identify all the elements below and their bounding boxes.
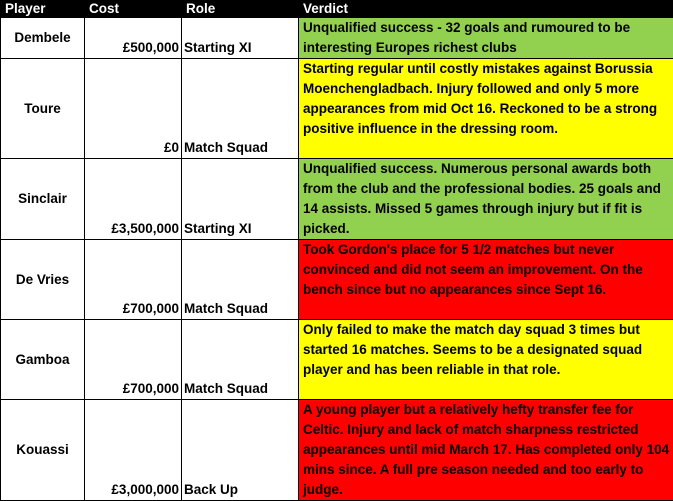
player-cell[interactable]: Kouassi	[1, 400, 85, 501]
player-cell[interactable]: Toure	[1, 59, 85, 159]
table-row	[1, 59, 673, 159]
player-cell[interactable]: Gamboa	[1, 320, 85, 400]
table-row	[1, 240, 673, 320]
player-cell[interactable]: Dembele	[1, 18, 85, 59]
role-cell[interactable]: Starting XI	[182, 159, 299, 240]
verdict-cell[interactable]: Only failed to make the match day squad 3 times but started 16 matches. Seems to be a designated squad player and has been reliable in that role.	[299, 320, 673, 400]
cost-cell[interactable]: £3,500,000	[85, 159, 182, 240]
role-cell[interactable]: Starting XI	[182, 18, 299, 59]
cost-cell[interactable]: £0	[85, 59, 182, 159]
role-cell[interactable]: Match Squad	[182, 320, 299, 400]
header-row	[1, 1, 673, 18]
cost-cell[interactable]: £700,000	[85, 320, 182, 400]
player-cell[interactable]: Sinclair	[1, 159, 85, 240]
role-cell[interactable]: Match Squad	[182, 240, 299, 320]
role-cell[interactable]: Match Squad	[182, 59, 299, 159]
table-row	[1, 18, 673, 59]
table-row	[1, 400, 673, 501]
cost-cell[interactable]: £3,000,000	[85, 400, 182, 501]
verdict-cell[interactable]: Unqualified success. Numerous personal awards both from the club and the professional bodies. 25 goals and 14 assists. Missed 5 games through injury but if fit is picked.	[299, 159, 673, 240]
table-row	[1, 159, 673, 240]
verdict-cell[interactable]: A young player but a relatively hefty transfer fee for Celtic. Injury and lack of match sharpness restricted appearances until mid March 17. Has completed only 104 mins since. A full pre season needed and too early to judge.	[299, 400, 673, 501]
cost-cell[interactable]: £500,000	[85, 18, 182, 59]
verdict-cell[interactable]: Took Gordon's place for 5 1/2 matches but never convinced and did not seem an improvement. On the bench since but no appearances since Sept 16.	[299, 240, 673, 320]
cost-cell[interactable]: £700,000	[85, 240, 182, 320]
verdict-cell[interactable]: Unqualified success - 32 goals and rumoured to be interesting Europes richest clubs	[299, 18, 673, 59]
role-cell[interactable]: Back Up	[182, 400, 299, 501]
table-row	[1, 320, 673, 400]
header-player[interactable]: Player	[1, 1, 85, 18]
header-role[interactable]: Role	[182, 1, 299, 18]
verdict-cell[interactable]: Starting regular until costly mistakes against Borussia Moenchengladbach. Injury followed and only 5 more appearances from mid Oct 16. Reckoned to be a strong positive influence in the dressing room.	[299, 59, 673, 159]
player-cell[interactable]: De Vries	[1, 240, 85, 320]
header-cost[interactable]: Cost	[85, 1, 182, 18]
header-verdict[interactable]: Verdict	[299, 1, 673, 18]
